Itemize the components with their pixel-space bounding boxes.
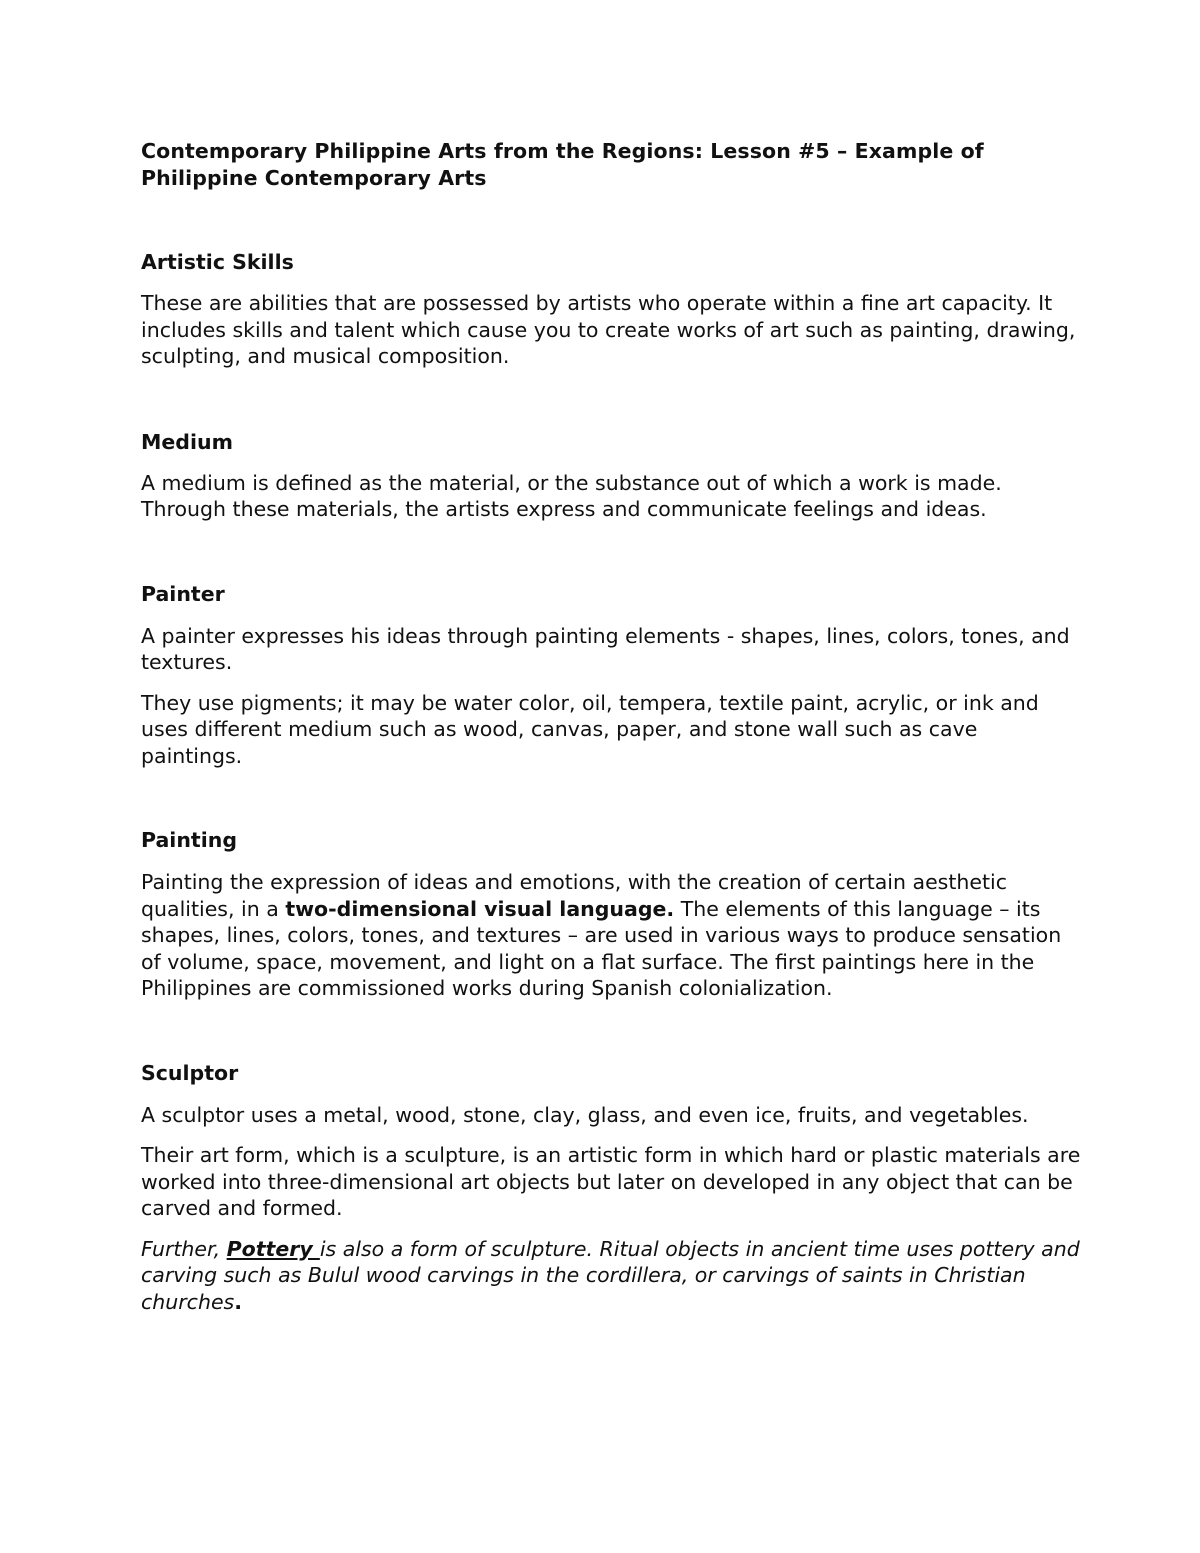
section-painting <box>141 827 1081 1002</box>
paragraph-text: Painting the expression of ideas and emotions, with the creation of certain aesthetic qualities, in a <box>141 870 1008 921</box>
section-paragraph: They use pigments; it may be water color, oil, tempera, textile paint, acrylic, or ink and uses different medium such as wood, canvas, paper, and stone wall such as cave paintings. <box>141 690 1039 768</box>
paragraph-text: is also a form of sculpture. Ritual objects in ancient time uses pottery and carving such as Bulul wood carvings in the cordillera, or carvings of saints in Christian churches <box>141 1236 1080 1314</box>
section-paragraph: A sculptor uses a metal, wood, stone, clay, glass, and even ice, fruits, and vegetables. <box>141 1102 1029 1127</box>
section-heading: Medium <box>141 429 233 454</box>
paragraph-text: Further, <box>141 1236 227 1261</box>
section-painter <box>141 581 1081 770</box>
section-paragraph <box>141 1236 1081 1316</box>
section-heading: Painter <box>141 581 225 606</box>
emphasis-text: two-dimensional visual language. <box>285 896 675 921</box>
section-artistic-skills <box>141 249 1081 370</box>
section-heading: Sculptor <box>141 1060 239 1085</box>
section-heading: Artistic Skills <box>141 250 294 274</box>
section-heading: Painting <box>141 828 238 852</box>
section-paragraph <box>141 869 1081 1002</box>
document-title: Contemporary Philippine Arts from the Regions: Lesson #5 – Example of Philippine Contemporary Arts <box>141 139 984 190</box>
document-page <box>141 138 1081 1315</box>
section-paragraph: A painter expresses his ideas through painting elements - shapes, lines, colors, tones, and textures. <box>141 623 1070 674</box>
section-medium <box>141 429 1081 523</box>
section-sculptor <box>141 1060 1081 1316</box>
emphasis-text: Pottery <box>226 1236 320 1261</box>
section-paragraph: A medium is defined as the material, or the substance out of which a work is made. Through these materials, the artists express and communicate feelings and ideas. <box>141 470 1002 521</box>
paragraph-text: The elements of this language – its shapes, lines, colors, tones, and textures – are used in various ways to produce sensation of volume, space, movement, and light on a flat surface. The first paintings here in the Philippines are commissioned works during Spanish colonialization. <box>141 896 1062 1000</box>
section-paragraph: Their art form, which is a sculpture, is an artistic form in which hard or plastic materials are worked into three-dimensional art objects but later on developed in any object that can be carved and formed. <box>141 1143 1081 1220</box>
section-paragraph: These are abilities that are possessed by artists who operate within a fine art capacity. It includes skills and talent which cause you to create works of art such as painting, drawing, sculpting, and musical composition. <box>141 291 1076 368</box>
paragraph-end: . <box>234 1289 243 1314</box>
